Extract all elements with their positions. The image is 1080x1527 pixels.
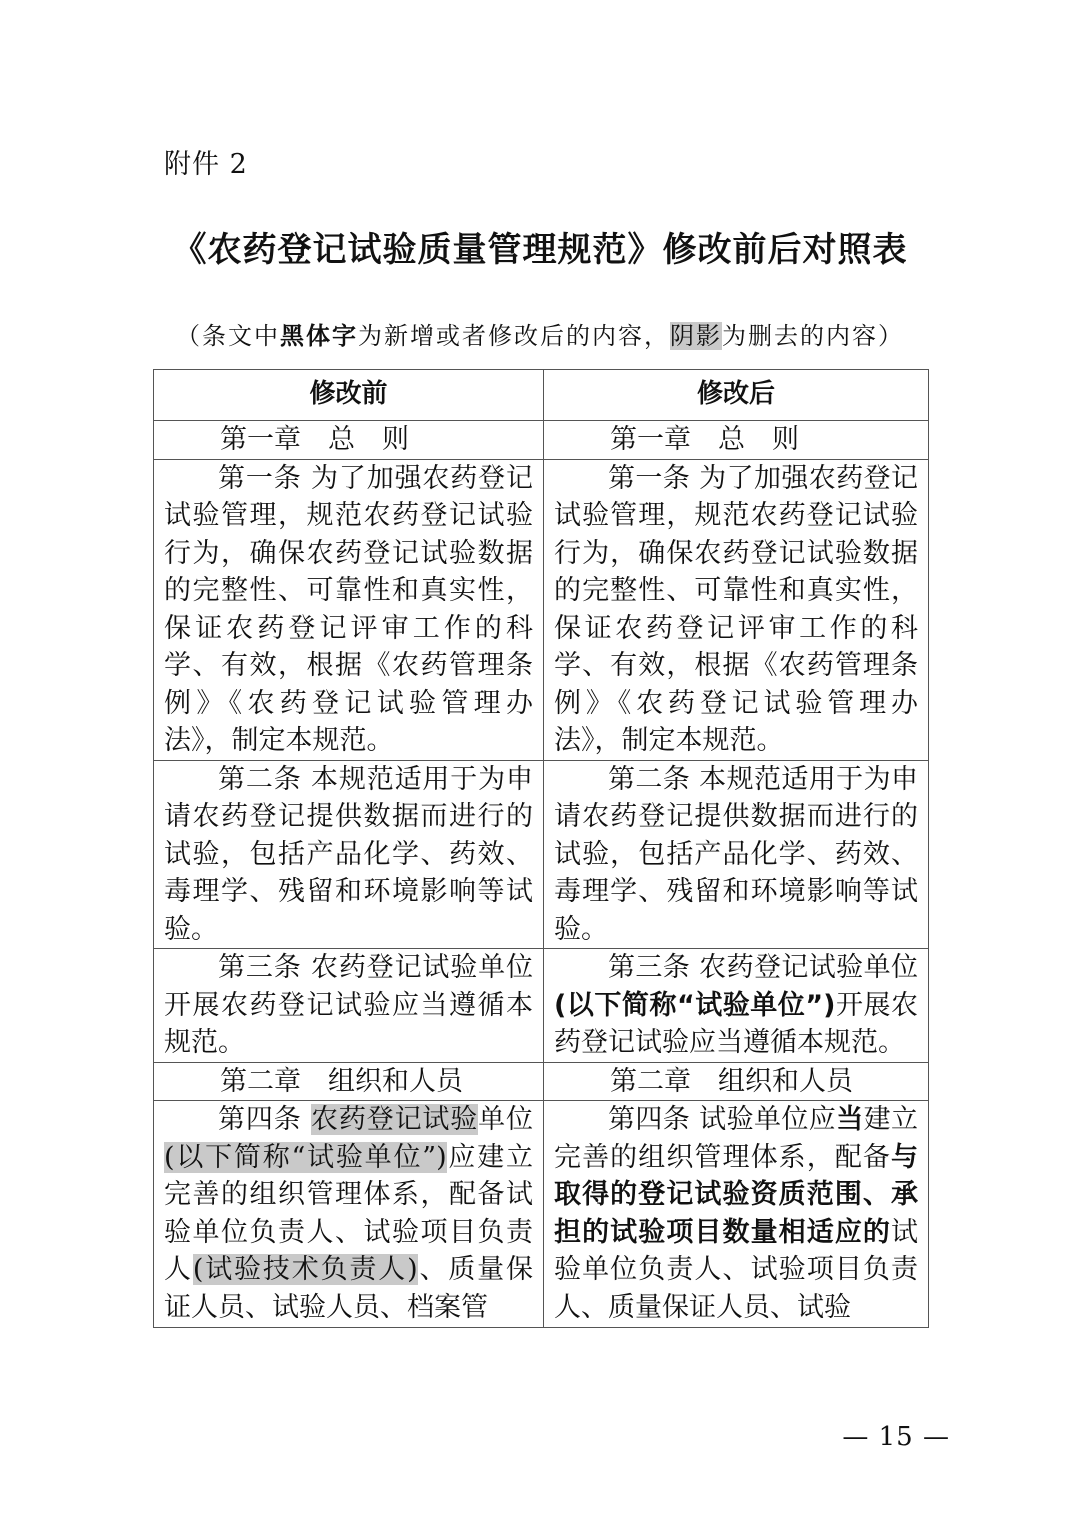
table-row — [154, 949, 929, 1063]
article1-before — [154, 459, 544, 760]
table-header-row — [154, 370, 929, 421]
header-before: 修改前 — [154, 370, 544, 421]
article4-after-added2: 与取得的登记试验资质范围、承担的试验项目数量相适应的 — [554, 1141, 918, 1248]
table-row — [154, 459, 929, 760]
comparison-table — [153, 369, 929, 1328]
note-open: （条文中 — [176, 322, 280, 350]
chapter2-after: 第二章 组织和人员 — [544, 1062, 929, 1101]
article2-after — [544, 760, 929, 949]
article1-after-text: 第一条 为了加强农药登记试验管理，规范农药登记试验行为，确保农药登记试验数据的完整性、可靠性和真实性，保证农药登记评审工作的科学、有效，根据《农药管理条例》《农药登记试验管理办法》，制定本规范。 — [554, 462, 918, 756]
chapter1-before: 第一章 总 则 — [154, 421, 544, 460]
article1-after — [544, 459, 929, 760]
article2-before — [154, 760, 544, 949]
article4-after-part3: 试验单位负责人、试验项目负责人、质量保证人员、试验 — [554, 1216, 918, 1323]
table-row — [154, 1062, 929, 1101]
note-shaded-sample: 阴影 — [670, 322, 722, 350]
page-number: — 15 — — [842, 1422, 950, 1452]
article3-before — [154, 949, 544, 1063]
chapter1-after: 第一章 总 则 — [544, 421, 929, 460]
article4-after-added1: 当 — [836, 1104, 864, 1135]
article4-before — [154, 1101, 544, 1328]
article4-before-deleted2: (以下简称“试验单位”) — [164, 1141, 447, 1173]
article1-before-text: 第一条 为了加强农药登记试验管理，规范农药登记试验行为，确保农药登记试验数据的完整性、可靠性和真实性，保证农药登记评审工作的科学、有效，根据《农药管理条例》《农药登记试验管理办法》，制定本规范。 — [164, 462, 533, 756]
article4-before-deleted1: 农药登记试验 — [311, 1104, 479, 1135]
article4-before-part3: 应建立完善的组织管理体系，配备试验单位负责人、试验项目负责人 — [164, 1141, 533, 1285]
note-mid: 为新增或者修改后的内容， — [358, 322, 670, 350]
article4-before-part2: 单位 — [478, 1104, 533, 1135]
article3-before-text: 第三条 农药登记试验单位开展农药登记试验应当遵循本规范。 — [164, 952, 533, 1058]
article2-after-text: 第二条 本规范适用于为申请农药登记提供数据而进行的试验，包括产品化学、药效、毒理学、残留和环境影响等试验。 — [554, 763, 918, 945]
article3-after-added: (以下简称“试验单位”) — [554, 989, 836, 1021]
article4-before-text — [164, 1101, 533, 1326]
article4-before-part1: 第四条 — [218, 1104, 312, 1135]
article4-after-part2: 建立完善的组织管理体系，配备 — [554, 1104, 918, 1173]
article3-after-part1: 第三条 农药登记试验单位 — [608, 952, 918, 983]
table-row — [154, 421, 929, 460]
note-close: 为删去的内容） — [722, 322, 904, 350]
table-row — [154, 1101, 929, 1328]
article4-after-part1: 第四条 试验单位应 — [608, 1104, 837, 1135]
article2-before-text: 第二条 本规范适用于为申请农药登记提供数据而进行的试验，包括产品化学、药效、毒理学、残留和环境影响等试验。 — [164, 763, 533, 945]
article4-before-part4: 、质量保证人员、试验人员、档案管 — [164, 1254, 533, 1323]
article3-after-text — [554, 949, 918, 1062]
article4-after — [544, 1101, 929, 1328]
note-bold-sample: 黑体字 — [280, 322, 358, 350]
legend-note — [0, 316, 1080, 351]
header-after: 修改后 — [544, 370, 929, 421]
article4-after-text — [554, 1101, 918, 1326]
article3-after — [544, 949, 929, 1063]
table-row — [154, 760, 929, 949]
page-title: 《农药登记试验质量管理规范》修改前后对照表 — [172, 230, 908, 270]
chapter2-before: 第二章 组织和人员 — [154, 1062, 544, 1101]
article3-after-part2: 开展农药登记试验应当遵循本规范。 — [554, 989, 919, 1058]
article4-before-deleted3: (试验技术负责人) — [192, 1254, 418, 1285]
attachment-label: 附件 2 — [164, 149, 248, 180]
